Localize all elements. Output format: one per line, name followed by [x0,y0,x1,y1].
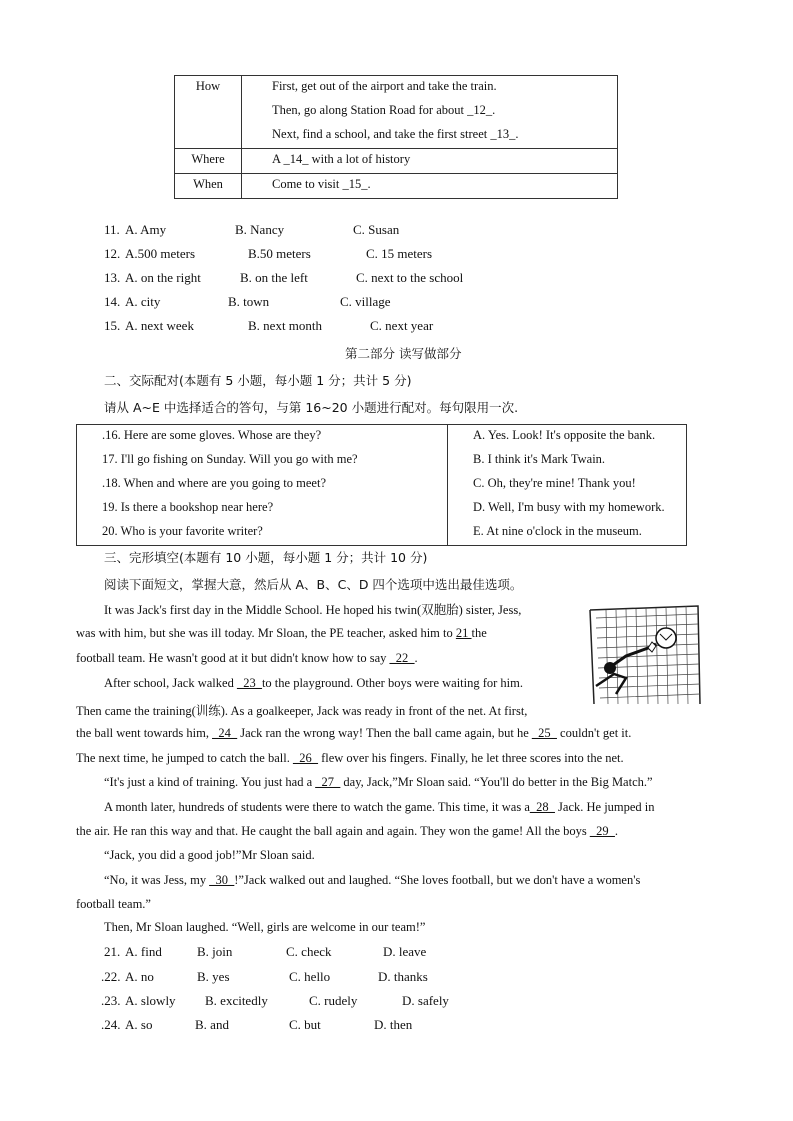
match-answer: B. I think it's Mark Twain. [473,452,606,466]
story-line [104,873,718,888]
option-a: A. Amy [125,222,167,237]
row-line: Next, find a school, and take the first street _13_. [272,127,519,141]
table-row [77,425,687,546]
question-number: 21. [104,944,121,959]
story-line [104,676,584,691]
row-line: Then, go along Station Road for about _12_. [272,103,496,117]
option-a: A. so [125,1017,153,1032]
questions-column [77,425,448,546]
match-question: .18. When and where are you going to meet? [102,476,326,490]
question-number: 11. [104,222,120,237]
table-row [175,76,618,149]
part-title: 第二部分 读写做部分 [345,346,462,361]
story-text: !”Jack walked out and laughed. “She loves football, but we don't have a women's [234,873,641,887]
option-b: B. excitedly [205,993,268,1008]
option-a: A.500 meters [125,246,196,261]
option-a: A. find [125,944,162,959]
match-answer: D. Well, I'm busy with my homework. [473,500,665,514]
info-table [174,75,618,199]
row-line: First, get out of the airport and take the train. [272,79,497,93]
story-text: Jack. He jumped in [554,800,655,814]
option-c: C. village [340,294,391,309]
option-c: C. 15 meters [366,246,433,261]
story-text: day, Jack,”Mr Sloan said. “You'll do better in the Big Match.” [340,775,653,789]
blank-23: _23_ [236,676,262,690]
table-row [175,149,618,174]
blank-27: _27_ [315,775,341,789]
option-c: C. hello [289,969,331,984]
option-c: C. next year [370,318,434,333]
answers-column [448,425,687,546]
row-key-label: Where [191,152,225,166]
story-text: A month later, hundreds of students were there to watch the game. This time, it was a [104,800,530,814]
row-key-label: How [195,79,221,93]
story-text: “It's just a kind of training. You just had a [104,775,316,789]
blank-29: _29_ [589,824,615,838]
option-c: C. rudely [309,993,358,1008]
blank-30: _30_ [209,873,235,887]
match-answer: E. At nine o'clock in the museum. [473,524,642,538]
question-number: .24. [101,1017,121,1032]
table-row [175,174,618,199]
option-c: C. check [286,944,332,959]
story-text: Jack ran the wrong way! Then the ball came again, but he [237,726,532,740]
question-number: .23. [101,993,121,1008]
option-b: B. town [228,294,270,309]
question-number: 12. [104,246,121,261]
match-answer: C. Oh, they're mine! Thank you! [473,476,636,490]
section-instruction: 请从 A~E 中选择适合的答句，与第 16~20 小题进行配对。每句限用一次. [104,400,519,415]
option-d: D. then [374,1017,413,1032]
option-b: B. next month [248,318,323,333]
question-number: 15. [104,318,121,333]
row-key [175,76,242,149]
match-question: 19. Is there a bookshop near here? [102,500,274,514]
option-b: B.50 meters [248,246,311,261]
option-b: B. yes [197,969,230,984]
option-a: A. slowly [125,993,176,1008]
story-text: The next time, he jumped to catch the ball. [76,751,293,765]
match-question: .16. Here are some gloves. Whose are they? [102,428,322,442]
story-text: “No, it was Jess, my [104,873,210,887]
story-text: . [414,651,418,665]
row-key [175,149,242,174]
story-line [76,651,584,666]
question-number: 14. [104,294,121,309]
story-line [76,824,716,839]
story-text: football team. He wasn't good at it but didn't know how to say [76,651,390,665]
option-a: A. city [125,294,161,309]
option-a: A. on the right [125,270,201,285]
story-text: to the playground. Other boys were waiting for him. [261,676,524,690]
row-value [242,76,618,149]
story-text: flew over his fingers. Finally, he let three scores into the net. [317,751,624,765]
option-c: C. next to the school [356,270,464,285]
question-number: 13. [104,270,121,285]
story-text: After school, Jack walked [104,676,237,690]
option-c: C. Susan [353,222,400,237]
story-line: Then, Mr Sloan laughed. “Well, girls are welcome in our team!” [104,920,426,934]
blank-28: _28_ [529,800,555,814]
match-answer: A. Yes. Look! It's opposite the bank. [473,428,656,442]
story-line [76,726,716,741]
row-key [175,174,242,199]
option-b: B. and [195,1017,229,1032]
goalkeeper-illustration [586,604,704,708]
blank-22: _22_ [389,651,415,665]
story-text: was with him, but she was ill today. Mr Sloan, the PE teacher, asked him to [76,626,456,640]
matching-table [76,424,687,546]
story-line: It was Jack's first day in the Middle School. He hoped his twin(双胞胎) sister, Jess, [104,603,522,617]
section-heading: 三、完形填空(本题有 10 小题，每小题 1 分；共计 10 分) [104,550,428,565]
row-value [242,174,618,199]
option-d: D. leave [383,944,427,959]
story-line: “Jack, you did a good job!”Mr Sloan said. [104,848,315,862]
question-number: .22. [101,969,121,984]
match-question: 17. I'll go fishing on Sunday. Will you go with me? [102,452,358,466]
story-line: Then came the training(训练). As a goalkeeper, Jack was ready in front of the net. At first, [76,704,528,718]
row-line: A _14_ with a lot of history [272,152,411,166]
story-text: the ball went towards him, [76,726,213,740]
story-text: couldn't get it. [556,726,632,740]
story-text: the [471,626,487,640]
row-line: Come to visit _15_. [272,177,371,191]
match-question: 20. Who is your favorite writer? [102,524,263,538]
blank-25: _25_ [531,726,557,740]
option-a: A. next week [125,318,194,333]
story-line [76,626,584,641]
blank-21: 21 [455,626,472,640]
section-instruction: 阅读下面短文，掌握大意，然后从 A、B、C、D 四个选项中选出最佳选项。 [104,577,523,592]
story-text: . [614,824,618,838]
row-value [242,149,618,174]
story-line: football team.” [76,897,151,911]
story-line [76,751,716,766]
row-key-label: When [193,177,223,191]
option-c: C. but [289,1017,321,1032]
story-line [104,775,718,790]
section-heading: 二、交际配对(本题有 5 小题，每小题 1 分；共计 5 分) [104,373,412,388]
option-b: B. Nancy [235,222,285,237]
story-line [104,800,718,815]
blank-24: _24_ [212,726,238,740]
option-d: D. safely [402,993,449,1008]
option-a: A. no [125,969,154,984]
option-b: B. on the left [240,270,308,285]
option-d: D. thanks [378,969,428,984]
option-b: B. join [197,944,233,959]
blank-26: _26_ [292,751,318,765]
story-text: the air. He ran this way and that. He caught the ball again and again. They won the game! All the boys [76,824,590,838]
